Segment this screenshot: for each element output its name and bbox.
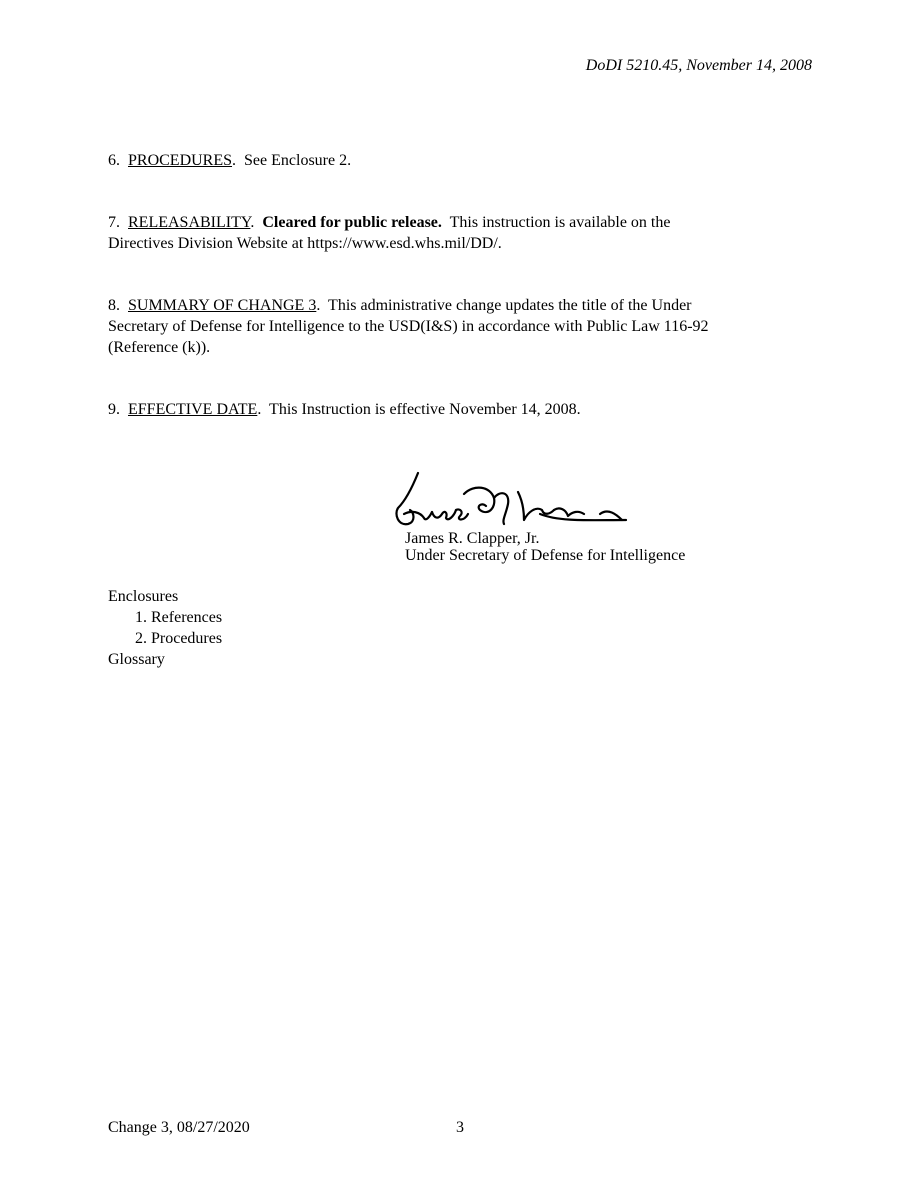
section-line-2: Secretary of Defense for Intelligence to the USD(I&S) in accordance with Public Law 116-92 — [108, 318, 709, 335]
section-summary-of-change — [108, 295, 828, 358]
section-number: 9. — [108, 401, 120, 418]
section-number: 8. — [108, 297, 120, 314]
section-procedures — [108, 150, 808, 171]
section-title: RELEASABILITY — [128, 214, 251, 231]
signatory-title: Under Secretary of Defense for Intelligence — [405, 547, 686, 564]
section-title: SUMMARY OF CHANGE 3 — [128, 297, 317, 314]
section-number: 7. — [108, 214, 120, 231]
punctuation: . — [250, 214, 255, 231]
signatory-name: James R. Clapper, Jr. — [405, 530, 540, 547]
section-line-2: Directives Division Website at https://www.esd.whs.mil/DD/. — [108, 235, 502, 252]
glossary-label: Glossary — [108, 651, 165, 668]
section-line-1 — [108, 212, 808, 233]
punctuation: . — [316, 297, 321, 314]
punctuation: . — [232, 152, 237, 169]
section-line-1 — [108, 295, 828, 316]
section-text: This administrative change updates the title of the Under — [328, 297, 692, 314]
section-number: 6. — [108, 152, 120, 169]
enclosure-item: 1. References — [135, 609, 223, 626]
section-title: EFFECTIVE DATE — [128, 401, 258, 418]
section-effective-date — [108, 399, 808, 420]
enclosure-item: 2. Procedures — [135, 630, 223, 647]
section-text: This Instruction is effective November 14, 2008. — [269, 401, 581, 418]
section-text: This instruction is available on the — [449, 214, 671, 231]
signature-block — [390, 470, 750, 570]
document-header: DoDI 5210.45, November 14, 2008 — [585, 57, 812, 74]
section-line-3: (Reference (k)). — [108, 339, 211, 356]
enclosures-list — [108, 586, 222, 670]
public-release-statement: Cleared for public release. — [262, 214, 442, 231]
punctuation: . — [257, 401, 262, 418]
page-number: 3 — [456, 1119, 464, 1136]
footer-change-info: Change 3, 08/27/2020 — [108, 1119, 250, 1136]
section-text: See Enclosure 2. — [244, 152, 352, 169]
section-title: PROCEDURES — [128, 152, 233, 169]
enclosures-heading: Enclosures — [108, 588, 179, 605]
section-releasability — [108, 212, 808, 254]
